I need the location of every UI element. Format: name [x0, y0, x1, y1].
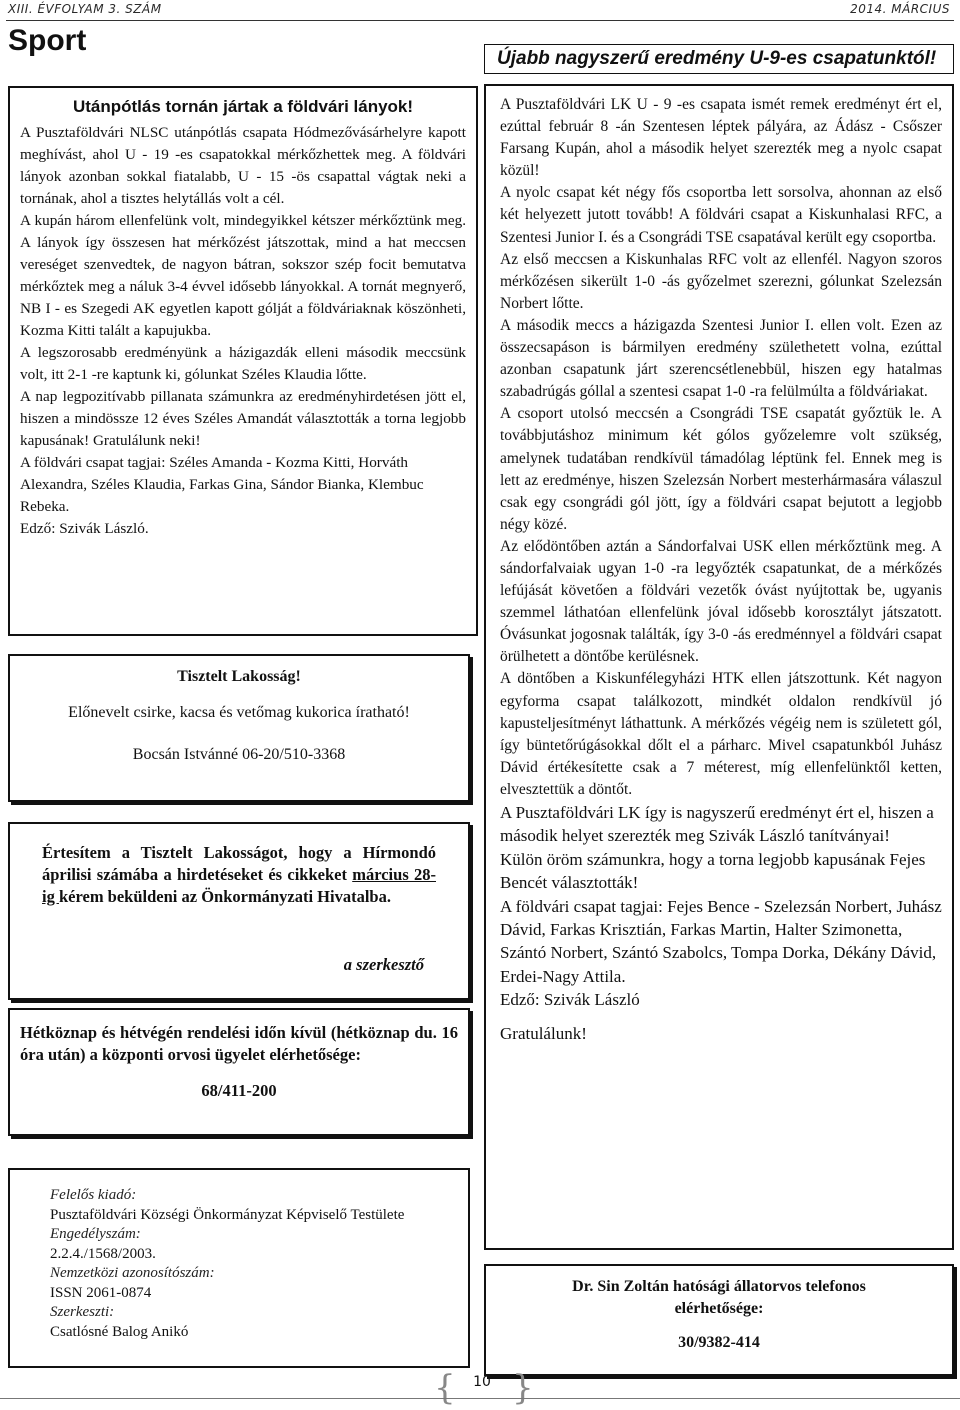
imprint-label: Nemzetközi azonosítószám:: [50, 1265, 215, 1281]
imprint-label: Engedélyszám:: [50, 1226, 141, 1242]
ad-notice-deadline: március 28-ig: [42, 865, 436, 906]
imprint-value: Csatlósné Balog Anikó: [50, 1323, 189, 1340]
left-article-paragraph: A legszorosabb eredményünk a házigazdák elleni második meccsünk volt, itt 2-1 -re kaptunk ki, gólunkat Széles Klaudia lőtte.: [20, 344, 466, 383]
right-article-paragraph: A döntőben a Kiskunfélegyházi HTK ellen játszottunk. Két nagyon egyforma csapat találkozott, mindkét oldalon rendkívül jó kapusteljesítményt láthattunk. A mérkőzés végéig nem is született gól, így büntetőrúgásokkal dőlt el a párharc. Mivel csapatunkból Juhász Dávid értékesítette csak a 7 méterest, míg ellenfelünktől ketten, elvesztettük a döntőt.: [500, 670, 942, 798]
ad-notice-text: [42, 842, 436, 908]
left-article-paragraph: A nap legpozitívabb pillanata számunkra az eredményhirdetésen jött el, hiszen a mindössze 12 éves Széles Amandát választották a torna legjobb kapusának! Gratulálunk neki!: [20, 388, 466, 449]
ad-notice-text-part: kérem beküldeni az Önkormányzati Hivatalba.: [58, 887, 391, 906]
right-article-paragraph: A második meccs a házigazda Szentesi Junior I. ellen volt. Ezen az összecsapáson is bármilyen eredmény születhetett volna, ezúttal azonban csapatunk járt szerencsétlenebbül, hiszen egy hatalmas szabadrúgás góllal a szentesi csapat 1-0 -ra felülmúlta a földváriakat.: [500, 316, 942, 401]
ad-vet-number: 30/9382-414: [678, 1334, 760, 1351]
ad-vet-text: Dr. Sin Zoltán hatósági állatorvos telefonos elérhetősége:: [572, 1278, 866, 1317]
imprint-label: Szerkeszti:: [50, 1304, 115, 1320]
section-title: Sport: [8, 24, 87, 57]
header-rule: [6, 20, 954, 21]
right-article-paragraph: Az elődöntőben aztán a Sándorfalvai USK ellen mérkőztünk meg. A sándorfalvaiak ugyan 1-0 -ra legyőzték csapatunkat, de a mérkőzés lefújását követően a földvári vezetők óvást nyújtottak be, ugyanis szemmel láthatóan ellenfelünk jóval idősebb korosztályt játszatott. Óvásunkat jogosnak találták, így 3-0 -ás eredménnyel a földvári csapat örülhetett a döntőbe kerülésnek.: [500, 537, 942, 666]
left-article-coach: Edző: Szivák László.: [20, 520, 149, 537]
imprint-value: Pusztaföldvári Községi Önkormányzat Képviselő Testülete: [50, 1206, 405, 1223]
header-issue: XIII. ÉVFOLYAM 3. SZÁM: [8, 2, 162, 16]
right-article-team: A földvári csapat tagjai: Fejes Bence - Szelezsán Norbert, Juhász Dávid, Farkas Krisztián, Farkas Martin, Halter Szimonetta, Szántó Norbert, Szántó Szabolcs, Tompa Dorka, Dékány Dávid, Erdei-Nagy Attila.: [500, 896, 942, 986]
left-article: [8, 86, 478, 636]
ad-vet: [484, 1264, 954, 1376]
imprint-value: ISSN 2061-0874: [50, 1284, 152, 1301]
footer-rule: [0, 1398, 960, 1399]
ad-chicken: [8, 654, 470, 802]
ad-notice-signature: a szerkesztő: [343, 955, 424, 974]
left-article-title: Utánpótlás tornán jártak a földvári lányok!: [72, 97, 414, 116]
left-article-paragraph: A Pusztaföldvári NLSC utánpótlás csapata Hódmezővásárhelyre kapott meghívást, ahol U - 19 -es csapatokkal mérkőzhettek meg. A földvári lányok azonban sokkal fiatalabb, U - 15 -ös csapattal vágtak neki a tornának, ahol a tisztes helytállás volt a cél.: [20, 124, 466, 207]
ad-notice-text-part: Értesítem a Tisztelt Lakosságot, hogy a Hírmondó áprilisi számába a hirdetéseket és cikkeket: [42, 843, 436, 884]
right-article-goalkeeper: Külön öröm számunkra, hogy a torna legjobb kapusának Fejes Bencét választották!: [500, 849, 926, 893]
right-article-paragraph: A Pusztaföldvári LK U - 9 -es csapata ismét remek eredményt ért el, ezúttal február 8 -án Szentesen léptek pályára, az Ádász - Csőszer Farsang Kupán, ahol a második helyet szerezték meg a nyolc csapat közül!: [500, 96, 942, 180]
ad-chicken-title: Tisztelt Lakosság!: [177, 668, 301, 685]
ad-notice: [8, 822, 470, 1000]
right-article-title: Újabb nagyszerű eredmény U-9-es csapatunktól!: [484, 44, 954, 74]
ad-doctor-text: Hétköznap és hétvégén rendelési időn kívül (hétköznap du. 16 óra után) a központi orvosi ügyelet elérhetősége:: [20, 1023, 458, 1064]
page-number: 10: [473, 1374, 491, 1390]
ad-chicken-contact: Bocsán Istvánné 06-20/510-3368: [132, 746, 346, 763]
imprint: [8, 1168, 470, 1368]
right-article-coach: Edző: Szivák László: [500, 990, 640, 1010]
page-brace-right: }: [512, 1368, 534, 1408]
left-article-paragraph: A kupán három ellenfelünk volt, mindegyikkel kétszer mérkőztünk meg. A lányok így összesen hat mérkőzést játszottak, mind a hat meccsen vereséget szenvedtek, de nagyon bátran, sokszor szép focit bemutatva mérkőztek meg a náluk 3-4 évvel idősebb lányokkal. A tornát megnyerő, NB I - es Szegedi AK egyetlen kapott gólját a földváriaknak köszönheti, Kozma Kitti talált a kapujukba.: [20, 212, 466, 339]
right-article-paragraph: A nyolc csapat két négy fős csoportba lett sorsolva, ahonnan az első két helyezett jutott tovább! A földvári csapat a Kiskunhalasi RFC, a Szentesi Junior I. és a Csongrádi TSE csapatával került egy csoportba.: [500, 184, 942, 246]
ad-doctor: [8, 1008, 470, 1136]
ad-chicken-line: Előnevelt csirke, kacsa és vetőmag kukorica íratható!: [68, 704, 410, 721]
left-article-team: A földvári csapat tagjai: Széles Amanda - Kozma Kitti, Horváth Alexandra, Széles Klaudia, Farkas Gina, Sándor Bianka, Klembuc Rebeka.: [20, 454, 424, 515]
page-brace-left: {: [434, 1368, 456, 1408]
header-date: 2014. MÁRCIUS: [850, 2, 950, 16]
imprint-label: Felelős kiadó:: [50, 1187, 137, 1203]
right-article-paragraph: Az első meccsen a Kiskunhalas RFC volt az ellenfél. Nagyon szoros mérkőzésen sikerült 1-0 -ás győzelmet szerezni, gólunkat Szelezsán Norbert lőtte.: [500, 250, 942, 312]
ad-doctor-number: 68/411-200: [201, 1081, 277, 1100]
right-article-closing: Gratulálunk!: [500, 1023, 587, 1043]
right-article-paragraph: A csoport utolsó meccsén a Csongrádi TSE csapatát győztük le. A továbbjutáshoz minimum két gólos győzelemre volt szükség, amelynek tudatában rendkívül támadólag léptünk fel. Ennek meg is lett az eredménye, hiszen Szelezsán Norbert mesterhármasára válaszul csak egy csongrádi gól jött, így a földvári csapat bejutott a legjobb négy közé.: [500, 405, 942, 533]
right-article: [484, 84, 954, 1250]
imprint-value: 2.2.4./1568/2003.: [50, 1245, 156, 1262]
right-article-result: A Pusztaföldvári LK így is nagyszerű eredményt ért el, hiszen a második helyet szerezték meg Szivák László tanítványai!: [500, 803, 934, 846]
